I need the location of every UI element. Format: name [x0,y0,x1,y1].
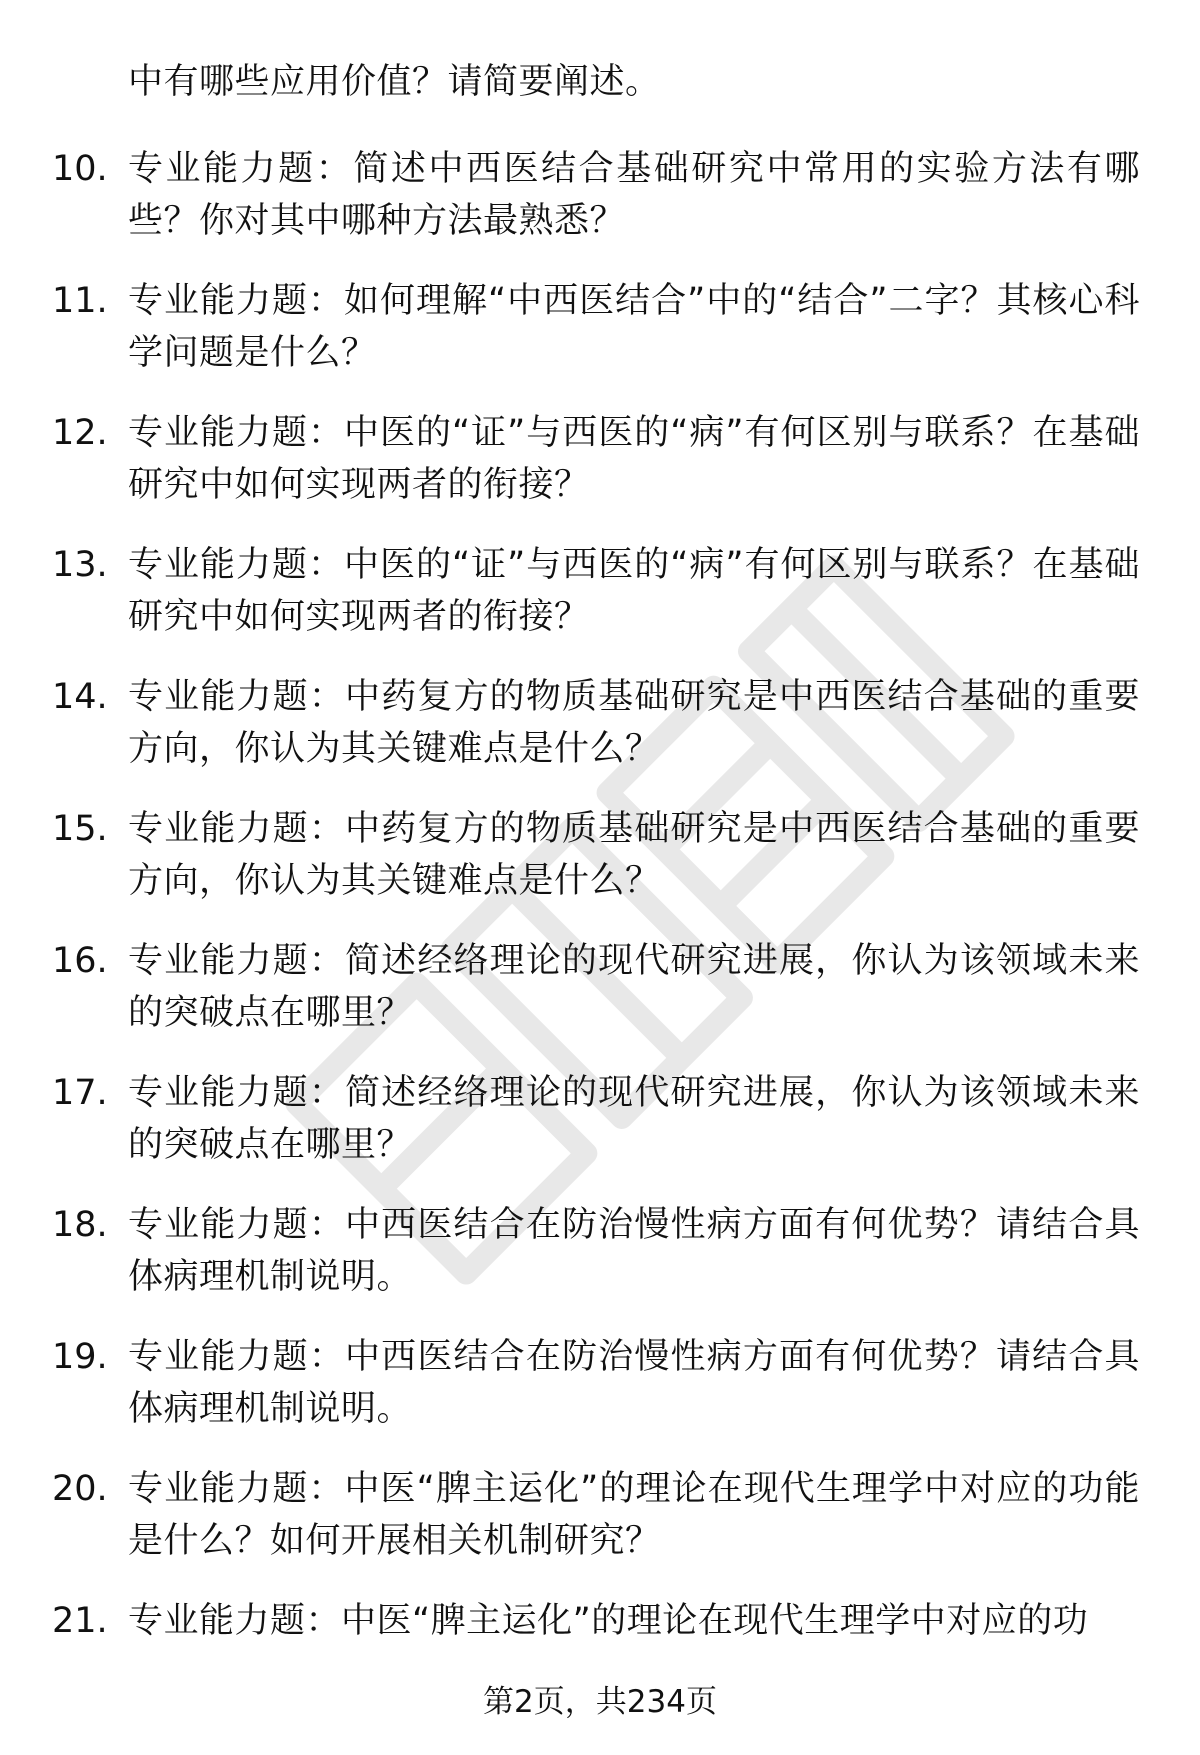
question-number: 10. [52,149,108,189]
question-text: 专业能力题：中医的“证”与西医的“病”有何区别与联系？在基础研究中如何实现两者的衔接？ [128,413,1140,505]
question-item [0,671,1200,803]
question-list [0,143,1200,1727]
question-number: 13. [52,545,108,585]
question-item [0,1067,1200,1199]
question-item [0,143,1200,275]
question-text: 专业能力题：中医的“证”与西医的“病”有何区别与联系？在基础研究中如何实现两者的衔接？ [128,545,1140,637]
question-text: 专业能力题：中西医结合在防治慢性病方面有何优势？请结合具体病理机制说明。 [128,1205,1140,1297]
question-text: 专业能力题：中药复方的物质基础研究是中西医结合基础的重要方向，你认为其关键难点是什么？ [128,809,1140,901]
question-text: 专业能力题：简述经络理论的现代研究进展，你认为该领域未来的突破点在哪里？ [128,941,1140,1033]
question-number: 17. [52,1073,108,1113]
page-footer: 第2页，共234页 [483,1684,717,1720]
question-number: 19. [52,1337,108,1377]
question-item [0,803,1200,935]
question-number: 21. [52,1601,108,1641]
question-number: 11. [52,281,108,321]
question-number: 15. [52,809,108,849]
question-item [0,1199,1200,1331]
question-number: 14. [52,677,108,717]
question-number: 16. [52,941,108,981]
continuation-text: 中有哪些应用价值？请简要阐述。 [128,62,661,102]
question-number: 18. [52,1205,108,1245]
question-text: 专业能力题：简述中西医结合基础研究中常用的实验方法有哪些？你对其中哪种方法最熟悉？ [128,149,1140,241]
question-item [0,539,1200,671]
question-item [0,935,1200,1067]
question-text: 专业能力题：中西医结合在防治慢性病方面有何优势？请结合具体病理机制说明。 [128,1337,1140,1429]
question-number: 20. [52,1469,108,1509]
question-item [0,1463,1200,1595]
question-text: 专业能力题：中药复方的物质基础研究是中西医结合基础的重要方向，你认为其关键难点是什么？ [128,677,1140,769]
question-item [0,407,1200,539]
question-text: 专业能力题：简述经络理论的现代研究进展，你认为该领域未来的突破点在哪里？ [128,1073,1140,1165]
question-item [0,1331,1200,1463]
question-number: 12. [52,413,108,453]
question-text: 专业能力题：如何理解“中西医结合”中的“结合”二字？其核心科学问题是什么？ [128,281,1140,373]
question-text: 专业能力题：中医“脾主运化”的理论在现代生理学中对应的功 [128,1601,1089,1641]
question-text: 专业能力题：中医“脾主运化”的理论在现代生理学中对应的功能是什么？如何开展相关机制研究？ [128,1469,1140,1561]
question-item [0,275,1200,407]
